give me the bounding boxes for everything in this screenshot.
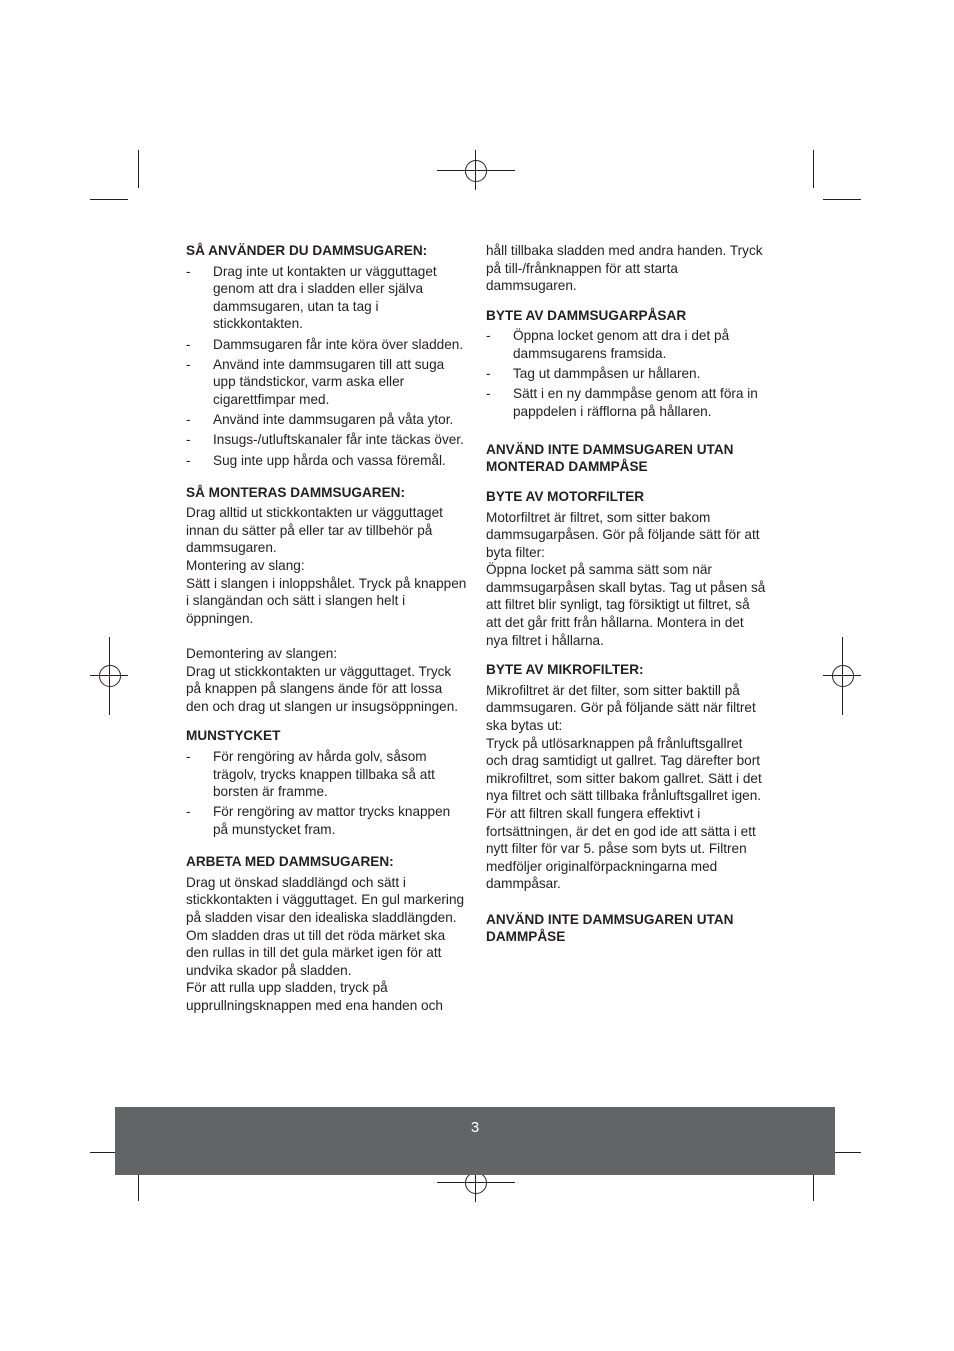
use-bullet-list [186, 263, 468, 470]
left-column [186, 242, 468, 1015]
motor-filter-text-2: Öppna locket på samma sätt som när dammsugarpåsen skall bytas. Tag ut påsen så att filtret blir synligt, tag försiktigt ut filtret, så att det går fritt från hållarna. Montera in det nya filtret i hållarna. [486, 562, 766, 648]
hose-mount-text: Sätt i slangen i inloppshålet. Tryck på knappen i slangändan och sätt i slangen helt i öppningen. [186, 575, 467, 626]
micro-filter-text-3: För att filtren skall fungera effektivt i fortsättningen, är det en god ide att sätta i ett nytt filter för var 5. påse som byts ut. Filtren medföljer originalförpackningarna med dammpåsar. [486, 806, 756, 892]
hose-remove-title: Demontering av slangen: [186, 646, 338, 662]
motor-filter-text: Motorfiltret är filtret, som sitter bakom dammsugarpåsen. Gör på följande sätt för att byta filter: [486, 509, 760, 560]
list-item: - Sug inte upp hårda och vassa föremål. [186, 452, 468, 470]
warning-no-bag-mounted: ANVÄND INTE DAMMSUGAREN UTAN MONTERAD DAMMPÅSE [486, 441, 734, 475]
working-text-cont: För att rulla upp sladden, tryck på upprullningsknappen med ena handen och [186, 980, 443, 1013]
warning-no-bag: ANVÄND INTE DAMMSUGAREN UTAN DAMMPÅSE [486, 911, 734, 945]
hose-remove-text: Drag ut stickkontakten ur vägguttaget. Tryck på knappen på slangens ände för att lossa den och drag ut slangen ur insugsöppningen. [186, 663, 459, 714]
working-text: Drag ut önskad sladdlängd och sätt i stickkontakten i vägguttaget. En gul markering på sladden visar den idealiska sladdlängden. Om sladden dras ut till det röda märket ska den rullas in till det gula märket igen för att undvika skador på sladden. [186, 874, 465, 978]
list-item: - För rengöring av mattor trycks knappen på munstycket fram. [186, 803, 468, 838]
nozzle-bullet-list [186, 748, 468, 839]
list-item: - Använd inte dammsugaren på våta ytor. [186, 411, 468, 429]
page-number: 3 [470, 1119, 480, 1136]
list-item: - Öppna locket genom att dra i det på dammsugarens framsida. [486, 327, 768, 362]
list-item: - För rengöring av hårda golv, såsom trägolv, trycks knappen tillbaka så att borsten är framme. [186, 748, 468, 801]
assembly-intro: Drag alltid ut stickkontakten ur vägguttaget innan du sätter på eller tar av tillbehör på dammsugaren. [186, 505, 443, 556]
section-heading-working: ARBETA MED DAMMSUGAREN: [186, 854, 394, 870]
list-item: - Drag inte ut kontakten ur vägguttaget genom att dra i sladden eller själva dammsugaren, utan ta tag i stickkontakten. [186, 263, 468, 333]
section-heading-nozzle: MUNSTYCKET [186, 728, 281, 744]
section-heading-motor-filter: BYTE AV MOTORFILTER [486, 488, 645, 504]
section-heading-assembly: SÅ MONTERAS DAMMSUGAREN: [186, 484, 406, 500]
list-item: - Använd inte dammsugaren till att suga upp tändstickor, varm aska eller cigarettfimpar med. [186, 356, 468, 409]
list-item: - Tag ut dammpåsen ur hållaren. [486, 365, 768, 383]
list-item: - Dammsugaren får inte köra över sladden. [186, 336, 468, 354]
hose-mount-title: Montering av slang: [186, 558, 305, 574]
micro-filter-text: Mikrofiltret är det filter, som sitter baktill på dammsugaren. Gör på följande sätt när filtret ska bytas ut: [486, 682, 756, 734]
footer-band [115, 1107, 835, 1175]
list-item: - Sätt i en ny dammpåse genom att föra in pappdelen i räfflorna på hållaren. [486, 385, 768, 420]
continuation-text: håll tillbaka sladden med andra handen. Tryck på till-/frånknappen för att starta dammsugaren. [486, 243, 763, 294]
micro-filter-text-2: Tryck på utlösarknappen på frånluftsgallret och drag samtidigt ut gallret. Tag därefter bort mikrofiltret, som sitter bakom gallret. Sätt i det nya filtret och sätt tillbaka frånluftsgallret igen. [486, 735, 762, 804]
right-column [486, 242, 768, 946]
section-heading-bags: BYTE AV DAMMSUGARPÅSAR [486, 307, 687, 323]
section-heading-micro-filter: BYTE AV MIKROFILTER: [486, 662, 644, 678]
bags-bullet-list [486, 327, 768, 420]
section-heading-use: SÅ ANVÄNDER DU DAMMSUGAREN: [186, 243, 428, 258]
list-item: - Insugs-/utluftskanaler får inte täckas över. [186, 431, 468, 449]
